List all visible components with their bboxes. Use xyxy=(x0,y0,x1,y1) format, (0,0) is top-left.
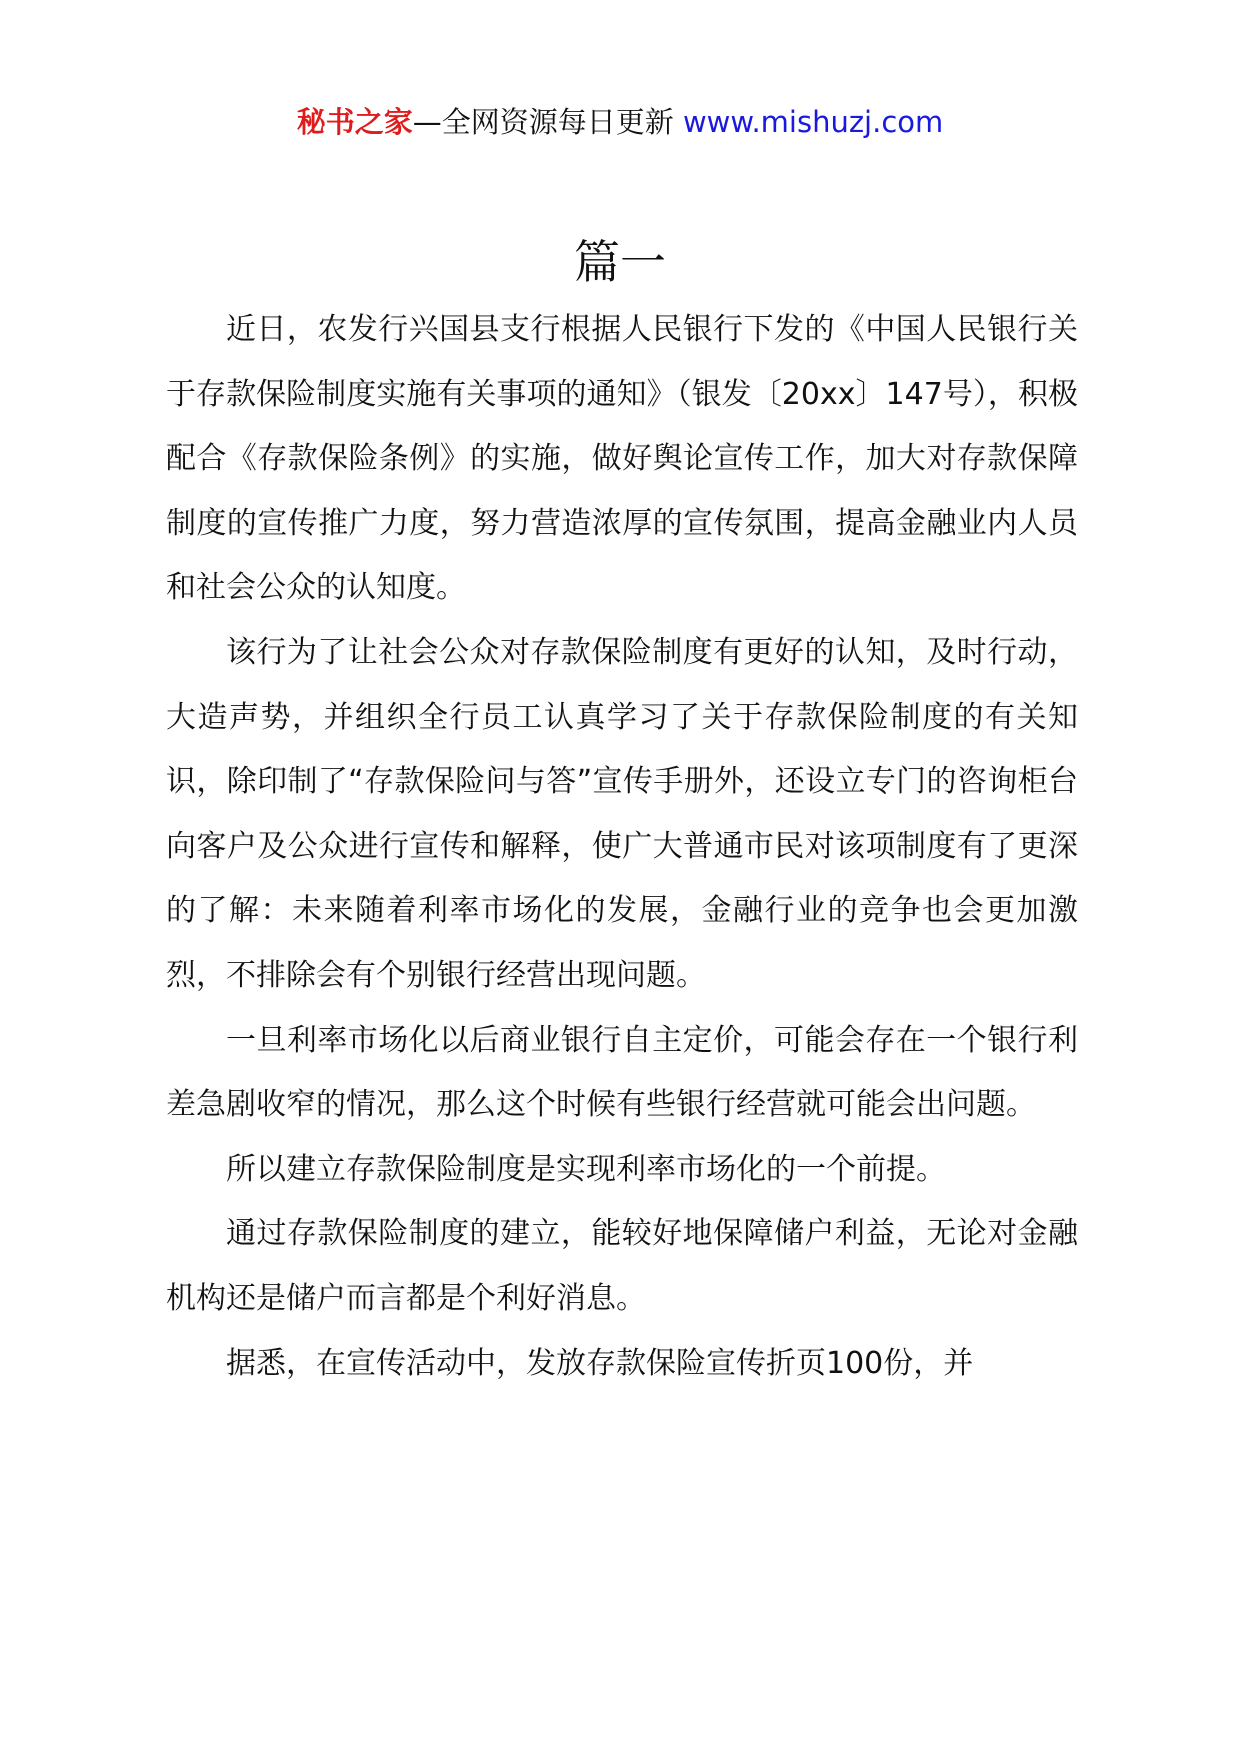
paragraph: 一旦利率市场化以后商业银行自主定价，可能会存在一个银行利差急剧收窄的情况，那么这个时候有些银行经营就可能会出问题。 xyxy=(166,1022,1078,1123)
header-tagline: —全网资源每日更新 xyxy=(412,105,674,139)
paragraph: 该行为了让社会公众对存款保险制度有更好的认知，及时行动，大造声势，并组织全行员工认真学习了关于存款保险制度的有关知识，除印制了“存款保险问与答”宣传手册外，还设立专门的咨询柜台向客户及公众进行宣传和解释，使广大普通市民对该项制度有了更深的了解：未来随着利率市场化的发展，金融行业的竞争也会更加激烈，不排除会有个别银行经营出现问题。 xyxy=(166,634,1078,993)
document-body xyxy=(166,298,1078,1396)
paragraph: 近日，农发行兴国县支行根据人民银行下发的《中国人民银行关于存款保险制度实施有关事项的通知》（银发〔20xx〕147号），积极配合《存款保险条例》的实施，做好舆论宣传工作，加大对存款保障制度的宣传推广力度，努力营造浓厚的宣传氛围，提高金融业内人员和社会公众的认知度。 xyxy=(166,312,1078,606)
document-title: 篇一 xyxy=(574,235,666,289)
brand-name: 秘书之家 xyxy=(296,105,413,139)
site-header xyxy=(0,100,1240,144)
paragraph: 所以建立存款保险制度是实现利率市场化的一个前提。 xyxy=(226,1151,946,1187)
paragraph: 据悉，在宣传活动中，发放存款保险宣传折页100份，并 xyxy=(226,1345,974,1381)
site-url-link[interactable]: www.mishuzj.com xyxy=(682,105,944,139)
paragraph: 通过存款保险制度的建立，能较好地保障储户利益，无论对金融机构还是储户而言都是个利好消息。 xyxy=(166,1216,1078,1316)
